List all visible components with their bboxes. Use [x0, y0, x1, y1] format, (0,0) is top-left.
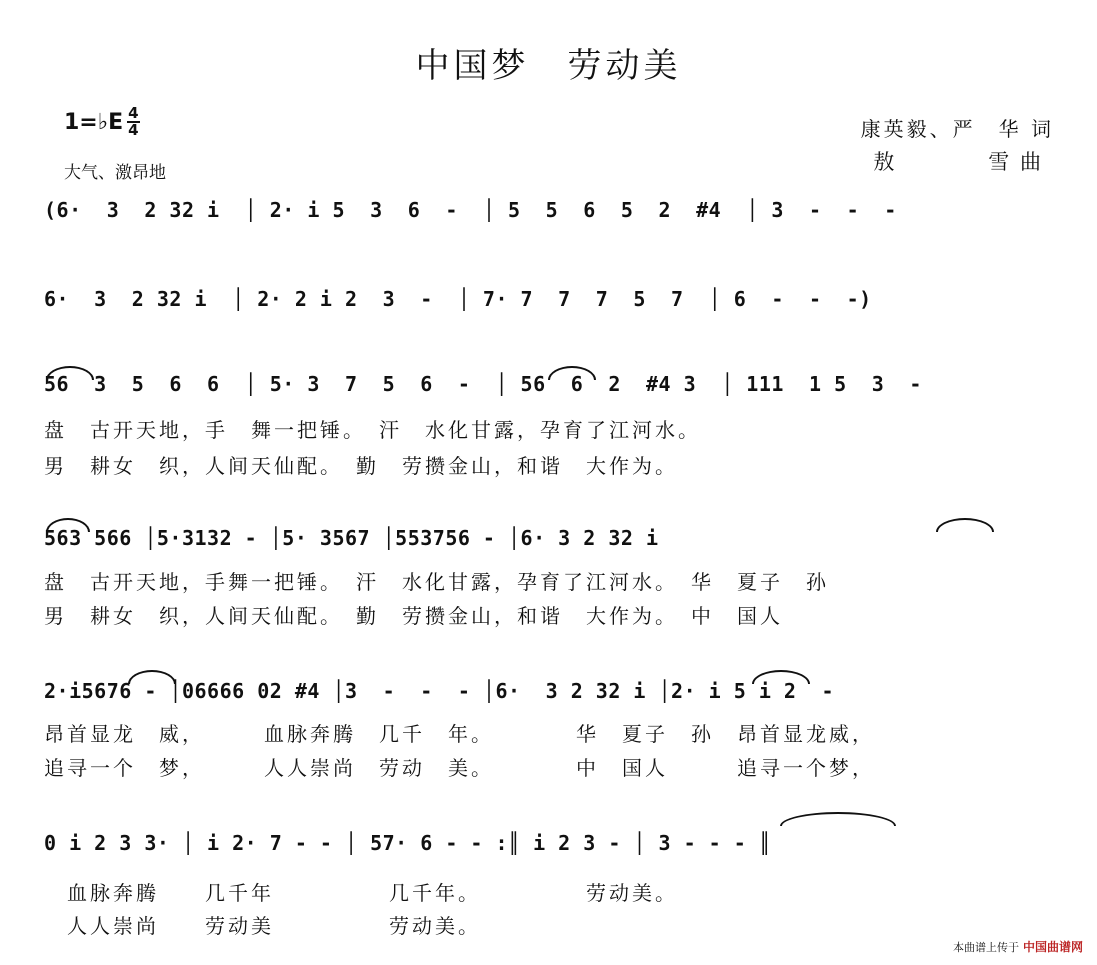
slur-mark — [46, 366, 94, 380]
key-prefix: 1=♭E — [64, 109, 124, 135]
lyrics-5-verse-1: 昂首显龙 威， 血脉奔腾 几千 年。 华 夏子 孙 昂首显龙威， — [44, 722, 875, 746]
slur-mark — [548, 366, 596, 380]
lyrics-5-verse-2: 追寻一个 梦， 人人崇尚 劳动 美。 中 国人 追寻一个梦， — [44, 756, 875, 780]
composer-credit: 敖 雪 曲 — [873, 150, 1043, 174]
site-logo: 中国曲谱网 — [1022, 940, 1083, 954]
staff-line-5: 2·i5676 - │06666 02 #4 │3 - - - │6· 3 2 32 i │2· i 5 i 2 - — [44, 679, 835, 703]
footer-credit — [953, 938, 1083, 955]
slur-mark — [752, 670, 810, 684]
slur-mark — [46, 518, 90, 532]
meter-unit: 4 — [128, 121, 139, 139]
tempo-marking: 大气、激昂地 — [64, 163, 166, 183]
lyrics-3-verse-1: 盘 古开天地，手 舞一把锤。 汗 水化甘露，孕育了江河水。 — [44, 418, 701, 442]
staff-line-1: (6· 3 2 32 i │ 2· i 5 3 6 - │ 5 5 6 5 2 #4 │ 3 - - - — [44, 198, 897, 222]
slur-mark — [780, 812, 896, 826]
lyrics-6-verse-2: 人人崇尚 劳动美 劳动美。 — [44, 914, 481, 938]
staff-line-2: 6· 3 2 32 i │ 2· 2 i 2 3 - │ 7· 7 7 7 5 7 │ 6 - - -) — [44, 287, 872, 311]
staff-line-6: 0 i 2 3 3· │ i 2· 7 - - │ 57· 6 - - :║ i 2 3 - │ 3 - - - ║ — [44, 831, 772, 855]
page-title: 中国梦 劳动美 — [415, 46, 682, 86]
lyrics-4-verse-2: 男 耕女 织，人间天仙配。 勤 劳攒金山，和谐 大作为。 中 国人 — [44, 604, 783, 628]
staff-line-4: 563 566 │5·3132 - │5· 3567 │553756 - │6· 3 2 32 i — [44, 526, 659, 550]
slur-mark — [936, 518, 994, 532]
slur-mark — [128, 670, 176, 684]
lyricist-credit: 康英毅、严 华 词 — [860, 117, 1054, 141]
meter-beats: 4 — [128, 104, 139, 122]
footer-text: 本曲谱上传于 — [952, 940, 1019, 954]
staff-line-3: 56 3 5 6 6 │ 5· 3 7 5 6 - │ 56 6 2 #4 3 │ 111 1 5 3 - — [44, 372, 922, 396]
lyrics-3-verse-2: 男 耕女 织，人间天仙配。 勤 劳攒金山，和谐 大作为。 — [44, 454, 678, 478]
lyrics-4-verse-1: 盘 古开天地，手舞一把锤。 汗 水化甘露，孕育了江河水。 华 夏子 孙 — [44, 570, 829, 594]
lyrics-6-verse-1: 血脉奔腾 几千年 几千年。 劳动美。 — [44, 881, 678, 905]
